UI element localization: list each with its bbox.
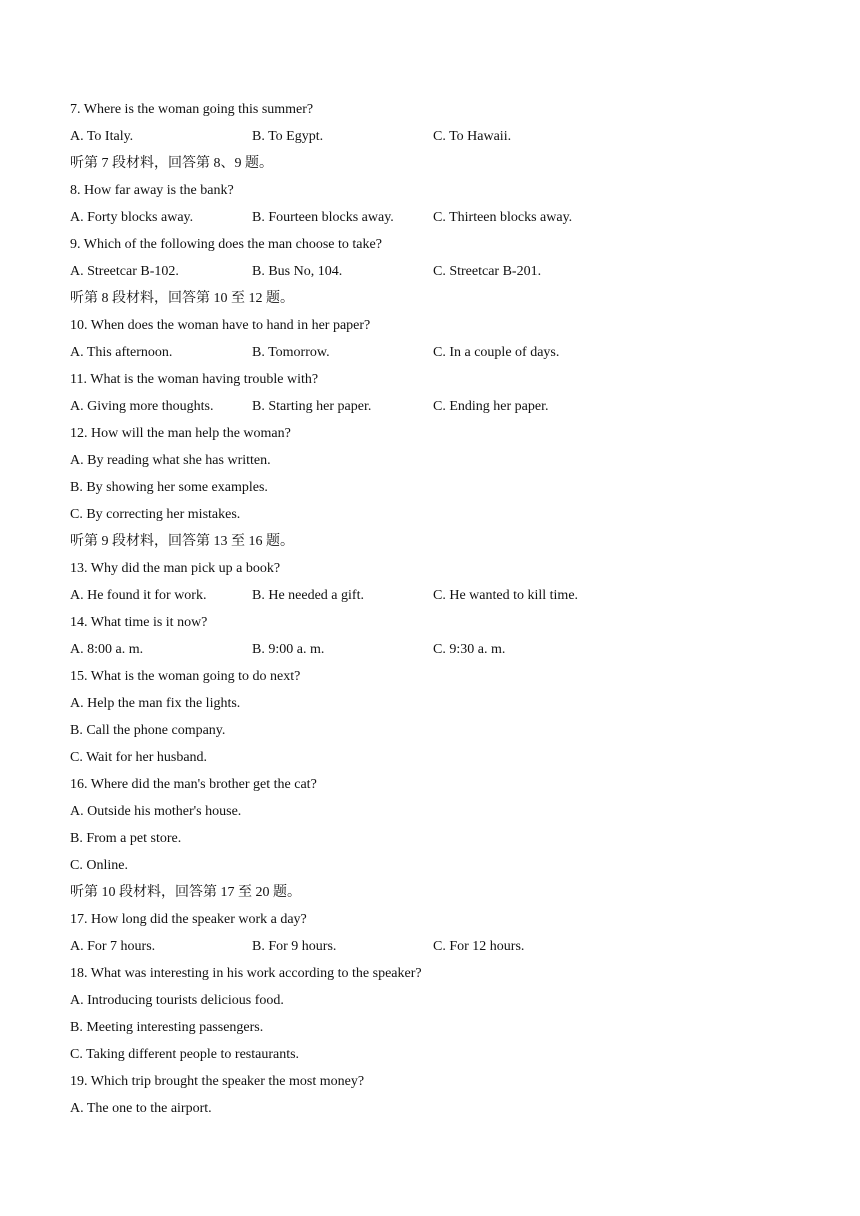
- answer-option: A. For 7 hours.: [70, 939, 156, 954]
- question-text: 10. When does the woman have to hand in her paper?: [70, 318, 371, 333]
- answer-option: C. In a couple of days.: [433, 345, 560, 360]
- option-row: [70, 123, 810, 150]
- question-text: 14. What time is it now?: [70, 615, 208, 630]
- answer-option: C. Streetcar B-201.: [433, 264, 542, 279]
- question-text: 11. What is the woman having trouble with?: [70, 372, 319, 387]
- question-text: 7. Where is the woman going this summer?: [70, 102, 314, 117]
- answer-option: C. Wait for her husband.: [70, 750, 208, 765]
- answer-option: C. Online.: [70, 858, 128, 873]
- answer-option: A. Giving more thoughts.: [70, 399, 214, 414]
- answer-option: B. Call the phone company.: [70, 723, 226, 738]
- answer-option: A. To Italy.: [70, 129, 134, 144]
- answer-option: B. He needed a gift.: [252, 588, 364, 603]
- answer-option: B. For 9 hours.: [252, 939, 337, 954]
- answer-option: C. To Hawaii.: [433, 129, 512, 144]
- answer-option: C. Ending her paper.: [433, 399, 549, 414]
- question-text: 16. Where did the man's brother get the cat?: [70, 777, 317, 792]
- answer-option: A. 8:00 a. m.: [70, 642, 144, 657]
- option-row: [70, 636, 810, 663]
- question-text: 12. How will the man help the woman?: [70, 426, 291, 441]
- answer-option: C. 9:30 a. m.: [433, 642, 506, 657]
- option-row: [70, 933, 810, 960]
- answer-option: B. By showing her some examples.: [70, 480, 268, 495]
- question-text: 19. Which trip brought the speaker the most money?: [70, 1074, 365, 1089]
- answer-option: B. 9:00 a. m.: [252, 642, 325, 657]
- option-row: [70, 258, 810, 285]
- section-instruction: 听第 10 段材料，回答第 17 至 20 题。: [70, 885, 301, 900]
- section-instruction: 听第 7 段材料，回答第 8、9 题。: [70, 156, 273, 171]
- answer-option: C. Taking different people to restaurants.: [70, 1047, 300, 1062]
- answer-option: B. From a pet store.: [70, 831, 182, 846]
- answer-option: B. Starting her paper.: [252, 399, 372, 414]
- answer-option: A. Forty blocks away.: [70, 210, 194, 225]
- question-text: 8. How far away is the bank?: [70, 183, 234, 198]
- answer-option: A. Streetcar B-102.: [70, 264, 179, 279]
- option-row: [70, 393, 810, 420]
- answer-option: A. He found it for work.: [70, 588, 207, 603]
- option-row: [70, 339, 810, 366]
- question-text: 17. How long did the speaker work a day?: [70, 912, 307, 927]
- question-text: 13. Why did the man pick up a book?: [70, 561, 281, 576]
- answer-option: B. Meeting interesting passengers.: [70, 1020, 264, 1035]
- section-instruction: 听第 9 段材料，回答第 13 至 16 题。: [70, 534, 294, 549]
- answer-option: B. Tomorrow.: [252, 345, 330, 360]
- document-page: [70, 96, 810, 1122]
- answer-option: B. To Egypt.: [252, 129, 324, 144]
- answer-option: C. Thirteen blocks away.: [433, 210, 573, 225]
- answer-option: C. By correcting her mistakes.: [70, 507, 241, 522]
- section-instruction: 听第 8 段材料，回答第 10 至 12 题。: [70, 291, 294, 306]
- option-row: [70, 204, 810, 231]
- answer-option: A. By reading what she has written.: [70, 453, 271, 468]
- answer-option: C. For 12 hours.: [433, 939, 525, 954]
- answer-option: B. Fourteen blocks away.: [252, 210, 394, 225]
- question-text: 18. What was interesting in his work according to the speaker?: [70, 966, 422, 981]
- answer-option: B. Bus No, 104.: [252, 264, 343, 279]
- answer-option: A. This afternoon.: [70, 345, 173, 360]
- question-text: 15. What is the woman going to do next?: [70, 669, 301, 684]
- question-text: 9. Which of the following does the man choose to take?: [70, 237, 382, 252]
- answer-option: A. Help the man fix the lights.: [70, 696, 241, 711]
- option-row: [70, 582, 810, 609]
- answer-option: A. The one to the airport.: [70, 1101, 212, 1116]
- answer-option: A. Outside his mother's house.: [70, 804, 242, 819]
- answer-option: C. He wanted to kill time.: [433, 588, 579, 603]
- answer-option: A. Introducing tourists delicious food.: [70, 993, 284, 1008]
